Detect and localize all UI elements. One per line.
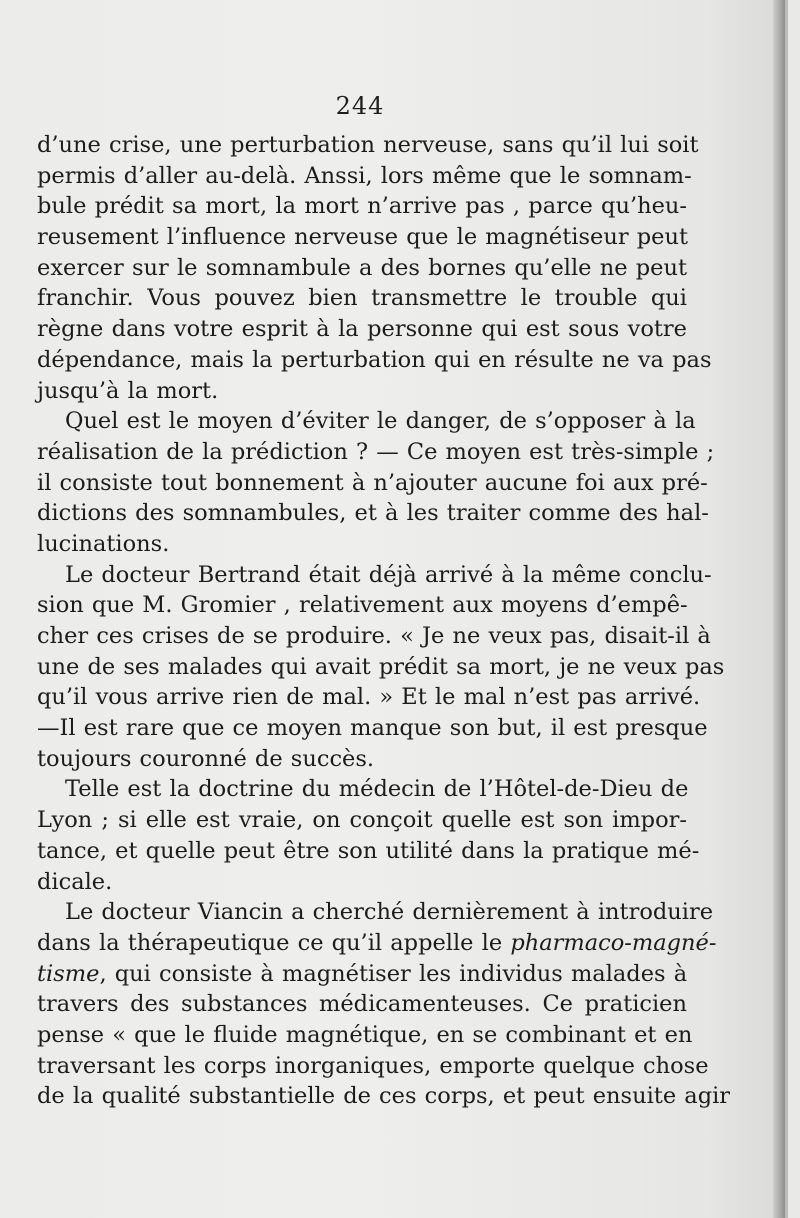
text-line: franchir. Vous pouvez bien transmettre le trouble qui <box>37 285 687 312</box>
text-line: tance, et quelle peut être son utilité dans la pratique mé- <box>37 837 700 864</box>
text-line: réalisation de la prédiction ? — Ce moyen est très-simple ; <box>37 438 715 465</box>
text-line: Le docteur Viancin a cherché dernièrement à introduire <box>65 899 714 926</box>
text-line: reusement l’influence nerveuse que le magnétiseur peut <box>37 224 688 251</box>
text-line: dépendance, mais la perturbation qui en résulte ne va pas <box>37 346 712 373</box>
text-line: tisme, qui consiste à magnétiser les individus malades à <box>37 960 688 987</box>
text-line: Quel est le moyen d’éviter le danger, de s’opposer à la <box>65 408 696 435</box>
text-line: travers des substances médicamenteuses. Ce praticien <box>37 991 687 1018</box>
page-number: 244 <box>335 92 385 120</box>
text-line: dictions des somnambules, et à les traiter comme des hal- <box>37 500 709 527</box>
text-line: Telle est la doctrine du médecin de l’Hôtel-de-Dieu de <box>65 776 689 803</box>
text-line: de la qualité substantielle de ces corps, et peut ensuite agir <box>37 1083 731 1110</box>
text-line: toujours couronné de succès. <box>37 745 375 772</box>
text-line: pense « que le fluide magnétique, en se combinant et en <box>37 1021 693 1048</box>
text-line: —Il est rare que ce moyen manque son but, il est presque <box>37 715 708 742</box>
text-line: permis d’aller au-delà. Anssi, lors même que le somnam- <box>37 162 692 189</box>
text-line: dicale. <box>37 868 113 895</box>
text-line: exercer sur le somnambule a des bornes qu’elle ne peut <box>37 254 687 281</box>
text-line: lucinations. <box>37 530 170 557</box>
text-line: bule prédit sa mort, la mort n’arrive pas , parce qu’heu- <box>37 193 687 220</box>
body-text <box>37 130 731 1112</box>
text-line: cher ces crises de se produire. « Je ne veux pas, disait-il à <box>37 623 711 649</box>
text-line: sion que M. Gromier , relativement aux moyens d’empê- <box>37 592 688 619</box>
text-line: traversant les corps inorganiques, emporte quelque chose <box>37 1052 709 1079</box>
text-line: Lyon ; si elle est vraie, on conçoit quelle est son impor- <box>37 807 687 834</box>
text-line: il consiste tout bonnement à n’ajouter aucune foi aux pré- <box>37 469 708 496</box>
text-line: dans la thérapeutique ce qu’il appelle le pharmaco-magné- <box>37 929 717 956</box>
text-line: règne dans votre esprit à la personne qui est sous votre <box>37 316 687 343</box>
page-edge-shadow <box>773 0 785 1218</box>
text-line: jusqu’à la mort. <box>37 377 219 404</box>
text-line: qu’il vous arrive rien de mal. » Et le mal n’est pas arrivé. <box>37 684 701 711</box>
text-line: une de ses malades qui avait prédit sa mort, je ne veux pas <box>37 653 725 680</box>
text-line: d’une crise, une perturbation nerveuse, sans qu’il lui soit <box>37 132 699 158</box>
text-line: Le docteur Bertrand était déjà arrivé à la même conclu- <box>65 561 712 588</box>
